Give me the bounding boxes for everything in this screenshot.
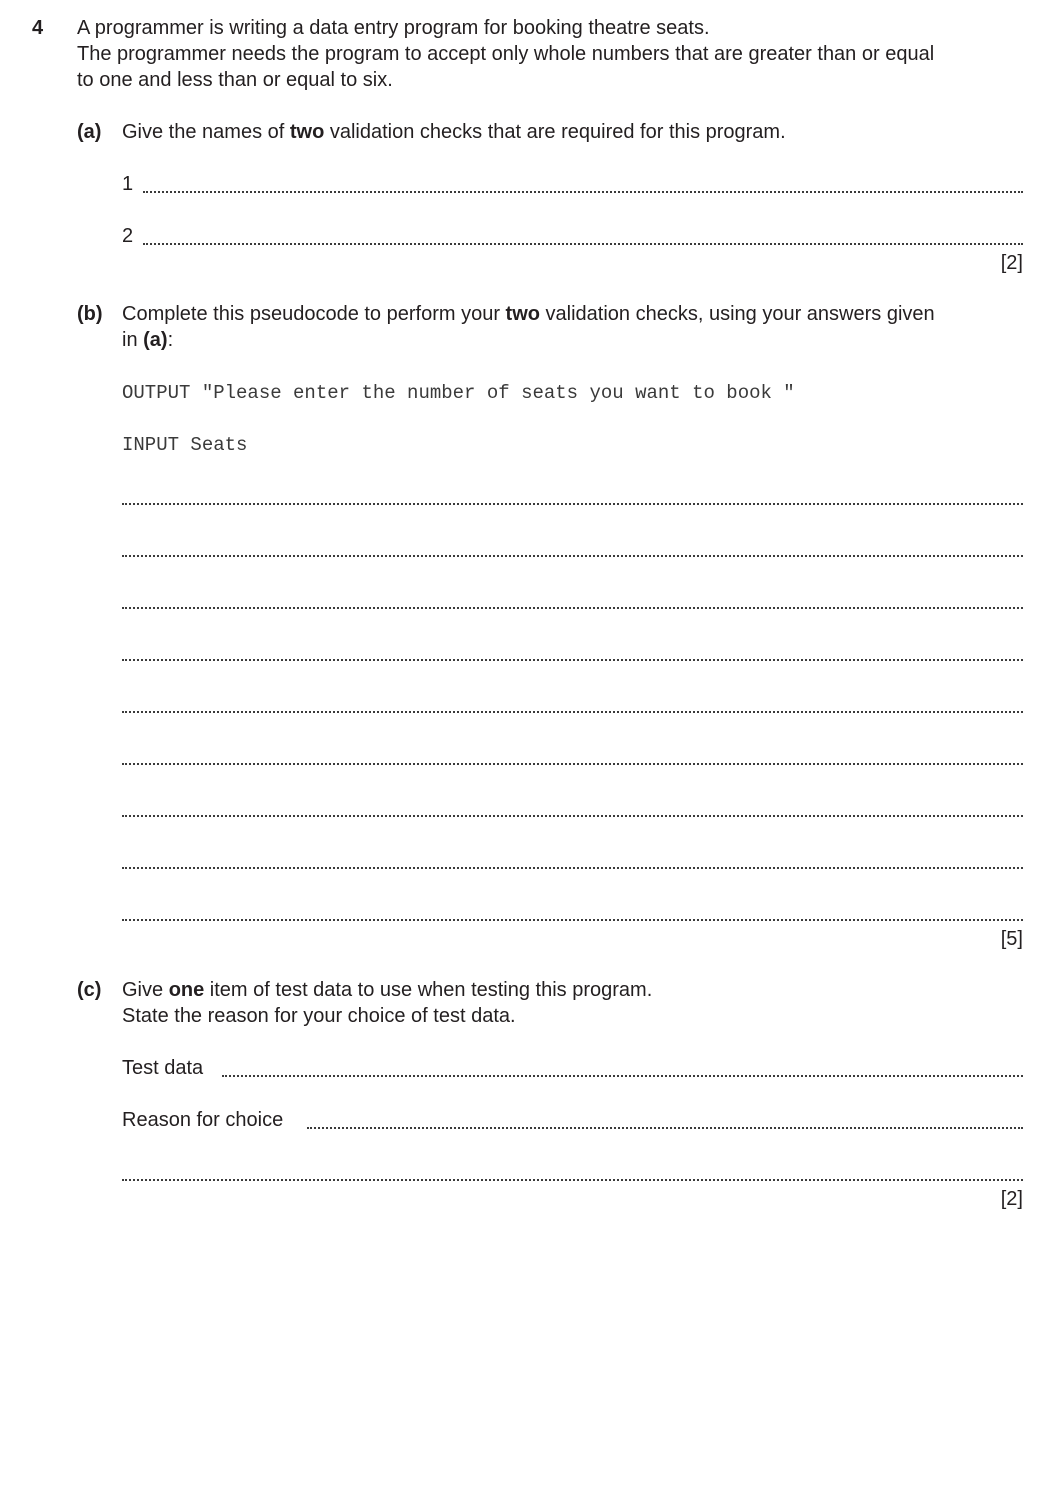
answer-line-reason[interactable] — [307, 1127, 1023, 1129]
answer-line-test-data[interactable] — [222, 1075, 1023, 1077]
intro-line-1: A programmer is writing a data entry program for booking theatre seats. — [77, 17, 710, 39]
part-a-marks: [2] — [1000, 252, 1023, 274]
answer-line-reason-2[interactable] — [122, 1179, 1023, 1181]
part-b-label: (b) — [77, 303, 103, 325]
part-a-label: (a) — [77, 121, 102, 143]
answer-line-b1[interactable] — [122, 503, 1023, 505]
part-a-question: Give the names of two validation checks that are required for this program. — [122, 121, 786, 143]
part-c-marks: [2] — [1000, 1188, 1023, 1210]
answer-line-b4[interactable] — [122, 659, 1023, 661]
answer-number-2: 2 — [122, 225, 134, 247]
part-b-marks: [5] — [1000, 928, 1023, 950]
part-b-question-line-1: Complete this pseudocode to perform your two validation checks, using your answers given — [122, 303, 935, 325]
part-c-question-line-2: State the reason for your choice of test data. — [122, 1005, 516, 1027]
part-b-question-line-2: in (a): — [122, 329, 174, 351]
part-c-question-line-1: Give one item of test data to use when testing this program. — [122, 979, 653, 1001]
pseudocode-line-2: INPUT Seats — [122, 434, 248, 456]
answer-line-a1[interactable] — [143, 191, 1023, 193]
answer-line-b7[interactable] — [122, 815, 1023, 817]
intro-line-2: The programmer needs the program to accept only whole numbers that are greater than or equal — [77, 43, 935, 65]
test-data-label: Test data — [122, 1057, 204, 1079]
pseudocode-line-1: OUTPUT "Please enter the number of seats you want to book " — [122, 382, 795, 404]
answer-line-b6[interactable] — [122, 763, 1023, 765]
answer-line-b3[interactable] — [122, 607, 1023, 609]
part-c-label: (c) — [77, 979, 102, 1001]
question-number: 4 — [32, 17, 44, 39]
reason-label: Reason for choice — [122, 1109, 284, 1131]
answer-number-1: 1 — [122, 173, 134, 195]
answer-line-b5[interactable] — [122, 711, 1023, 713]
answer-line-b9[interactable] — [122, 919, 1023, 921]
answer-line-b8[interactable] — [122, 867, 1023, 869]
intro-line-3: to one and less than or equal to six. — [77, 69, 393, 91]
answer-line-a2[interactable] — [143, 243, 1023, 245]
answer-line-b2[interactable] — [122, 555, 1023, 557]
